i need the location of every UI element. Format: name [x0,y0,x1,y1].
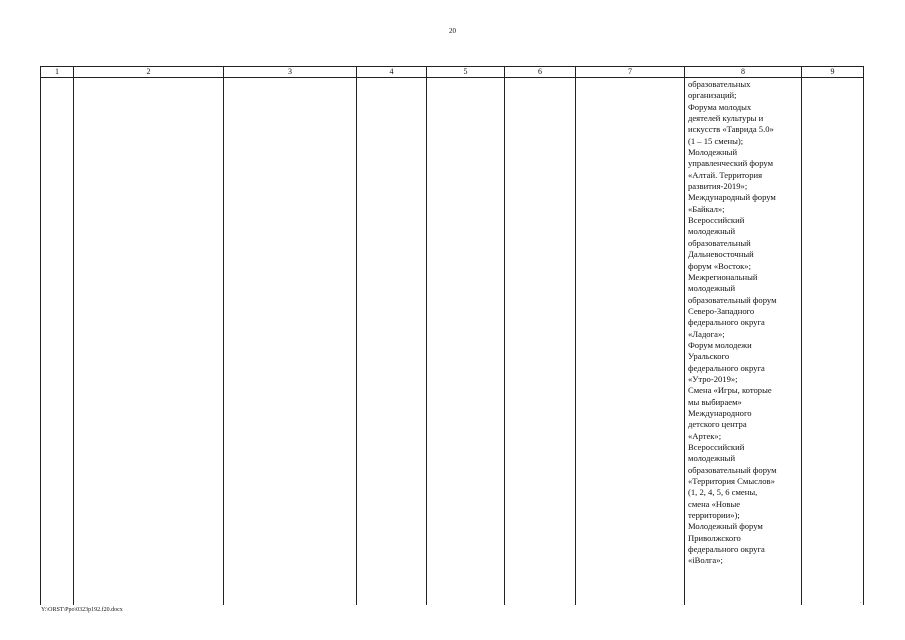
cell-text-line: Северо-Западного [688,305,755,316]
cell-text-line: «Утро-2019»; [688,373,738,384]
cell-text-line: образовательных [688,79,751,89]
cell-text-line: молодежный [688,283,736,294]
cell-text-line: образовательный форум [688,464,777,475]
cell-text-line: форум «Восток»; [688,260,751,271]
table-cell-5 [427,78,505,606]
table-cell-4 [357,78,427,606]
table-cell-3 [224,78,357,606]
cell-text-line: Международного [688,407,752,418]
cell-text-line: молодежный [688,226,736,237]
column-header-9: 9 [802,67,864,78]
cell-text-line: «Ладога»; [688,328,725,339]
cell-text-line: (1 – 15 смены); [688,135,744,146]
cell-text-line: мы выбираем» [688,396,742,407]
corner-mark: . [860,599,862,605]
footer-file-path: Y:\ORST\Ppo\0323p192.f20.docx [41,607,123,613]
cell-text-line: смена «Новые [688,498,741,509]
cell-text-line: Дальневосточный [688,249,754,260]
cell-text-line: деятелей культуры и [688,113,764,124]
cell-text-line: Форума молодых [688,101,752,112]
table-row [41,78,864,606]
cell-text-line: искусств «Таврида 5.0» [688,124,774,135]
column-header-2: 2 [74,67,224,78]
cell-text-line: Смена «Игры, которые [688,385,772,396]
column-header-5: 5 [427,67,505,78]
cell-text-line: территории»); [688,510,740,521]
document-table [40,66,864,605]
table-cell-6 [505,78,576,606]
cell-text-line: молодежный [688,453,736,464]
cell-text-line: «iВолга»; [688,555,723,566]
table-cell-9 [802,78,864,606]
cell-text-line: федерального округа [688,544,765,555]
table-cell-8 [685,78,802,606]
cell-text-line: федерального округа [688,317,765,328]
column-header-4: 4 [357,67,427,78]
column-header-6: 6 [505,67,576,78]
table-cell-7 [576,78,685,606]
cell-text-line: управленческий форум [688,158,774,169]
cell-text-line: образовательный [688,237,751,248]
column-header-8: 8 [685,67,802,78]
table-cell-2 [74,78,224,606]
column-header-3: 3 [224,67,357,78]
cell-text-line: Форум молодежи [688,339,752,350]
cell-text-line: «Байкал»; [688,203,725,214]
cell-text-line: Межрегиональный [688,271,758,282]
cell-text-line: образовательный форум [688,294,777,305]
page-number: 20 [449,27,456,35]
cell-text-line: федерального округа [688,362,765,373]
table-header-row [41,67,864,78]
table-cell-1 [41,78,74,606]
cell-text-line: Молодежный [688,147,738,158]
column-header-7: 7 [576,67,685,78]
cell-text-line: «Территория Смыслов» [688,476,775,487]
cell-text-line: «Алтай. Территория [688,169,763,180]
cell-text-line: организаций; [688,90,737,101]
cell-text-line: (1, 2, 4, 5, 6 смены, [688,487,758,498]
cell-text-line: Всероссийский [688,215,745,226]
cell-text-line: Всероссийский [688,442,745,452]
cell-text-line: Международный форум [688,192,776,203]
cell-text-line: Приволжского [688,532,741,543]
cell-text-line: Молодежный форум [688,521,763,532]
column-header-1: 1 [41,67,74,78]
cell-text-line: развития-2019»; [688,181,748,192]
cell-text-line: «Артек»; [688,430,722,441]
cell-text-line: детского центра [688,419,747,430]
cell-text-line: Уральского [688,351,730,362]
